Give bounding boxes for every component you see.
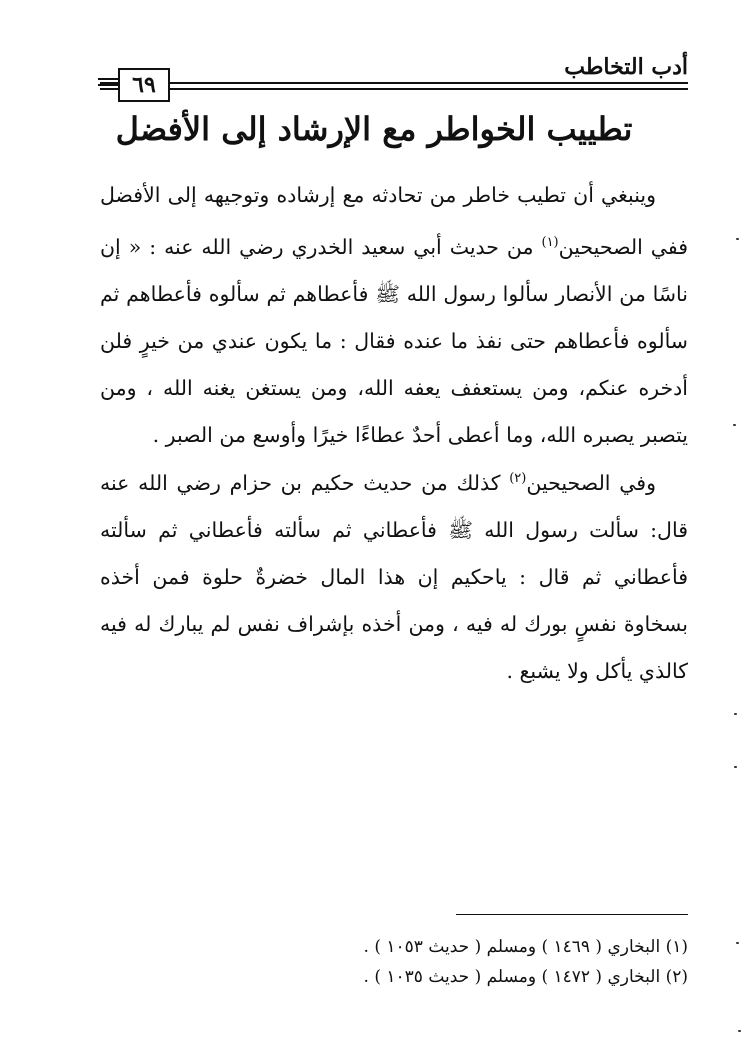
scan-speck <box>736 238 739 240</box>
footnote-ref-1: (١) <box>541 235 559 250</box>
header-rule-bottom <box>100 88 688 90</box>
header-rule-top <box>100 82 688 84</box>
paragraph-2-text-b: كذلك من حديث حكيم بن حزام رضي الله عنه قال: سألت رسول الله ﷺ فأعطاني ثم سألته فأعطاني ثم سألته فأعطاني ثم قال : ياحكيم إن هذا المال خضرةٌ حلوة فمن أخذه بسخاوة نفسٍ بورك له فيه ، ومن أخذه بإشراف نفس لم يبارك له فيه كالذي يأكل ولا يشبع . <box>100 470 688 683</box>
scan-speck <box>733 424 736 426</box>
paragraph-1 <box>100 172 688 459</box>
scan-speck <box>736 942 739 944</box>
running-header-title: أدب التخاطب <box>564 54 688 80</box>
footnotes <box>364 932 688 992</box>
page-number: ٦٩ <box>118 68 170 102</box>
section-heading: تطييب الخواطر مع الإرشاد إلى الأفضل <box>115 110 633 148</box>
footnote-1: (١) البخاري ( ١٤٦٩ ) ومسلم ( حديث ١٠٥٣ ) . <box>363 937 688 957</box>
footnote-ref-2: (٢) <box>509 471 527 486</box>
footnote-separator <box>456 914 688 915</box>
paragraph-1-text-b: من حديث أبي سعيد الخدري رضي الله عنه : « إن ناسًا من الأنصار سألوا رسول الله ﷺ فأعطاهم ثم سألوه فأعطاهم ثم سألوه فأعطاهم حتى نفذ ما عنده فقال : ما يكون عندي من خيرٍ فلن أدخره عنكم، ومن يستعفف يعفه الله، ومن يستغن يغنه الله ، ومن يتصبر يصبره الله، وما أعطى أحدٌ عطاءًا خيرًا وأوسع من الصبر . <box>100 234 688 447</box>
paragraph-1-text-a: وينبغي أن تطيب خاطر من تحادثه مع إرشاده وتوجيهه إلى الأفضل ففي الصحيحين <box>100 183 688 259</box>
page-number-ornament <box>98 78 118 92</box>
footnote-2: (٢) البخاري ( ١٤٧٢ ) ومسلم ( حديث ١٠٣٥ ) . <box>363 967 688 987</box>
scan-speck <box>734 766 737 768</box>
scan-speck <box>734 713 737 715</box>
paragraph-2 <box>100 455 688 695</box>
paragraph-2-text-a: وفي الصحيحين <box>526 470 656 495</box>
scan-speck <box>738 1030 741 1032</box>
